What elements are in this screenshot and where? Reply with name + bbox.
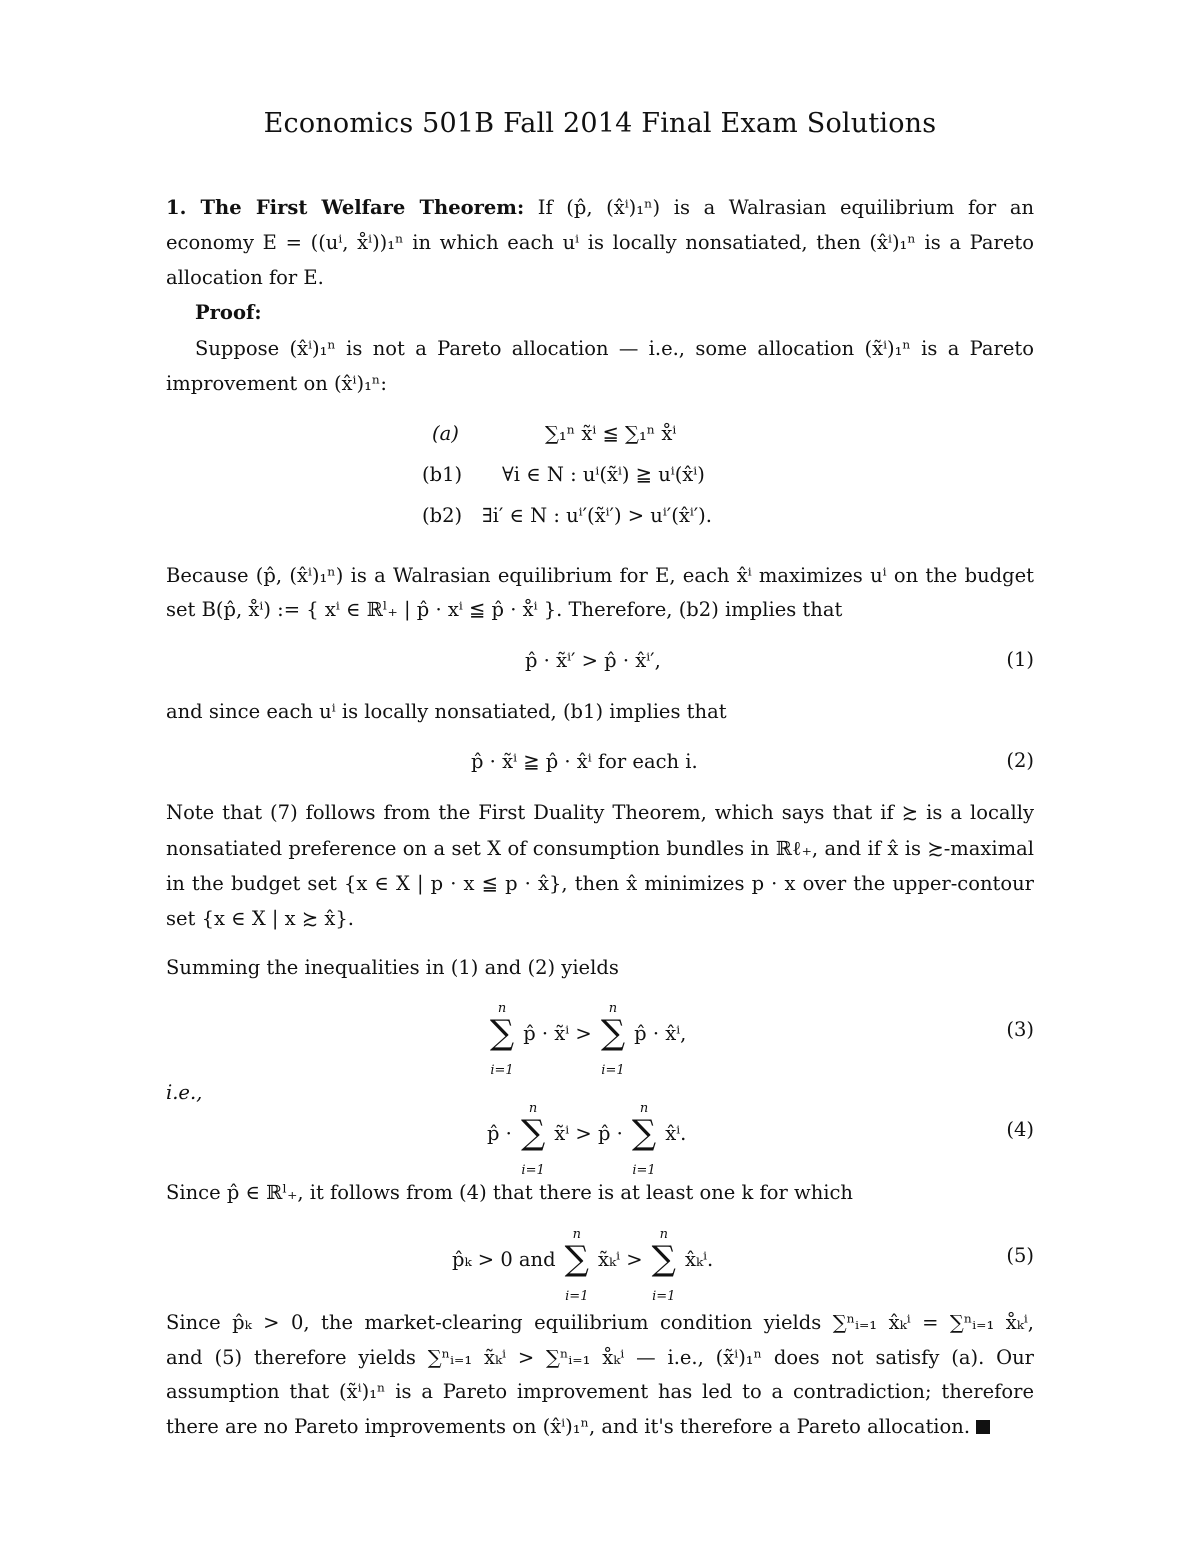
- equation-4-number: (4): [1006, 1118, 1034, 1141]
- equation-5: [452, 1227, 714, 1304]
- condition-a-tag: (a): [432, 422, 459, 445]
- ie-text: i.e.,: [166, 1081, 203, 1104]
- proof-para1-line1: Suppose (x̂ⁱ)₁ⁿ is not a Pareto allocation — i.e., some allocation (x̃ⁱ)₁ⁿ is a Pareto: [195, 337, 1034, 360]
- equation-1: p̂ · x̃ⁱ′ > p̂ · x̂ⁱ′,: [525, 649, 661, 672]
- proof-para2-line1: Because (p̂, (x̂ⁱ)₁ⁿ) is a Walrasian equilibrium for E, each x̂ⁱ maximizes uⁱ on the budget: [166, 564, 1034, 587]
- page-title: Economics 501B Fall 2014 Final Exam Solutions: [263, 108, 937, 139]
- sum-symbol: n ∑ i=1: [651, 1227, 676, 1304]
- equation-4-right: x̂ⁱ.: [665, 1122, 687, 1145]
- theorem-text-1: If (p̂, (x̂ⁱ)₁ⁿ) is a Walrasian equilibrium for an: [537, 196, 1035, 219]
- theorem-label: 1. The First Welfare Theorem:: [166, 196, 525, 219]
- note-line-4: set {x ∈ X | x ≿ x̂}.: [166, 907, 355, 930]
- summing-text: Summing the inequalities in (1) and (2) yields: [166, 956, 619, 979]
- final-line-4: [166, 1414, 1034, 1440]
- condition-a-body: ∑₁ⁿ x̃ⁱ ≦ ∑₁ⁿ x̊ⁱ: [545, 422, 677, 445]
- sum-symbol: n ∑ i=1: [489, 1001, 515, 1078]
- proof-para1-line2: improvement on (x̂ⁱ)₁ⁿ:: [166, 372, 387, 395]
- condition-b1-body: ∀i ∈ N : uⁱ(x̃ⁱ) ≧ uⁱ(x̂ⁱ): [502, 463, 705, 486]
- final-line-2: and (5) therefore yields ∑ⁿᵢ₌₁ x̃ₖⁱ > ∑ⁿᵢ₌₁ x̊ₖⁱ — i.e., (x̃ⁱ)₁ⁿ does not satisfy (a). Our: [166, 1346, 1034, 1369]
- equation-3-left: p̂ · x̃ⁱ >: [523, 1022, 592, 1045]
- equation-1-number: (1): [1006, 648, 1034, 671]
- final-line-3: assumption that (x̃ⁱ)₁ⁿ is a Pareto improvement has led to a contradiction; therefore: [166, 1380, 1034, 1403]
- equation-5-right: x̂ₖⁱ.: [685, 1248, 714, 1271]
- final-line-1: Since p̂ₖ > 0, the market-clearing equilibrium condition yields ∑ⁿᵢ₌₁ x̂ₖⁱ = ∑ⁿᵢ₌₁ x̊ₖⁱ,: [166, 1311, 1034, 1334]
- condition-b2-tag: (b2): [422, 504, 463, 527]
- since-text: Since p̂ ∈ ℝˡ₊, it follows from (4) that there is at least one k for which: [166, 1181, 853, 1204]
- equation-3-right: p̂ · x̂ⁱ,: [634, 1022, 687, 1045]
- equation-3: [487, 1001, 687, 1078]
- equation-5-mid: x̃ₖⁱ >: [598, 1248, 643, 1271]
- sum-symbol: n ∑ i=1: [600, 1001, 626, 1078]
- equation-2: p̂ · x̃ⁱ ≧ p̂ · x̂ⁱ for each i.: [471, 750, 698, 773]
- sum-symbol: n ∑ i=1: [631, 1101, 657, 1178]
- theorem-line-3: allocation for E.: [166, 266, 324, 289]
- proof-para2-line2: set B(p̂, x̊ⁱ) := { xⁱ ∈ ℝˡ₊ | p̂ · xⁱ ≦ p̂ · x̊ⁱ }. Therefore, (b2) implies that: [166, 598, 843, 621]
- theorem-line-1: [166, 195, 1034, 221]
- final-line-4-text: there are no Pareto improvements on (x̂ⁱ)₁ⁿ, and it's therefore a Pareto allocation.: [166, 1415, 971, 1438]
- qed-square-icon: [976, 1420, 990, 1434]
- proof-para3: and since each uⁱ is locally nonsatiated, (b1) implies that: [166, 700, 727, 723]
- sum-symbol: n ∑ i=1: [520, 1101, 546, 1178]
- equation-5-left: p̂ₖ > 0 and: [452, 1248, 556, 1271]
- equation-3-number: (3): [1006, 1018, 1034, 1041]
- condition-b1-tag: (b1): [422, 463, 463, 486]
- equation-4: [487, 1101, 687, 1178]
- equation-4-mid: x̃ⁱ > p̂ ·: [554, 1122, 623, 1145]
- theorem-line-2: economy E = ((uⁱ, x̊ⁱ))₁ⁿ in which each uⁱ is locally nonsatiated, then (x̂ⁱ)₁ⁿ is a Pareto: [166, 231, 1034, 254]
- note-line-2: nonsatiated preference on a set X of consumption bundles in ℝℓ₊, and if x̂ is ≿-maximal: [166, 837, 1034, 860]
- equation-2-number: (2): [1006, 749, 1034, 772]
- note-line-3: in the budget set {x ∈ X | p · x ≦ p · x̂}, then x̂ minimizes p · x over the upper-contour: [166, 872, 1034, 895]
- proof-heading: Proof:: [195, 301, 262, 324]
- equation-4-left: p̂ ·: [487, 1122, 512, 1145]
- equation-5-number: (5): [1006, 1244, 1034, 1267]
- sum-symbol: n ∑ i=1: [564, 1227, 589, 1304]
- note-line-1: Note that (7) follows from the First Duality Theorem, which says that if ≿ is a locally: [166, 801, 1034, 824]
- condition-b2-body: ∃i′ ∈ N : uⁱ′(x̃ⁱ′) > uⁱ′(x̂ⁱ′).: [482, 504, 712, 527]
